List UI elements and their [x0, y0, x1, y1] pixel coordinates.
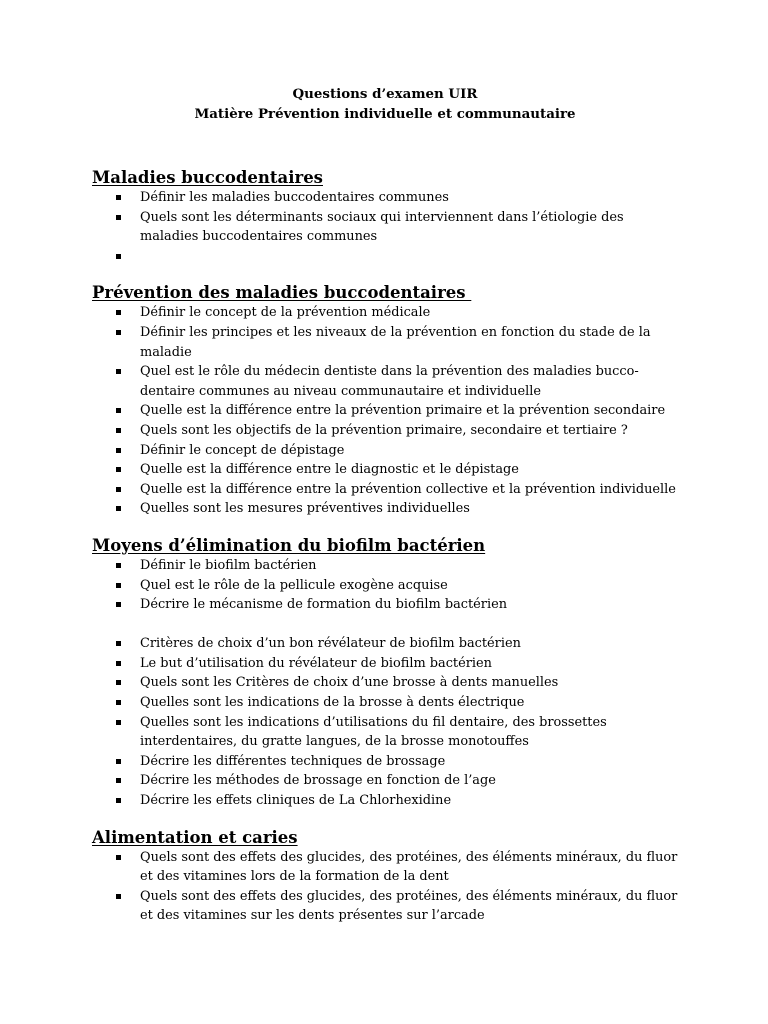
list-item-text: Définir le biofilm bactérien	[140, 557, 317, 573]
list-item	[92, 556, 708, 576]
list-item-text: Décrire les méthodes de brossage en fonction de l’age	[140, 773, 496, 789]
list-item	[92, 887, 708, 926]
section-heading: Maladies buccodentaires	[92, 168, 323, 187]
list-item-text: Quels sont des effets des glucides, des protéines, des éléments minéraux, du fluor	[140, 888, 678, 904]
section	[92, 828, 708, 926]
list-item	[92, 401, 708, 421]
section	[92, 168, 708, 266]
list-item-text: maladie	[140, 344, 192, 360]
list-item-text: Définir le concept de la prévention médicale	[140, 305, 431, 321]
list-item	[92, 634, 708, 654]
list-item	[92, 791, 708, 811]
section-heading: Prévention des maladies buccodentaires	[92, 283, 472, 303]
list-item	[92, 848, 708, 887]
bullet-list	[92, 848, 708, 926]
bullet-list	[92, 188, 708, 266]
list-item-text: Quelles sont les mesures préventives individuelles	[140, 501, 470, 517]
list-item-text: Quels sont les déterminants sociaux qui interviennent dans l’étiologie des	[140, 209, 624, 225]
bullet-list	[92, 634, 708, 810]
list-item	[92, 421, 708, 441]
square-bullet-icon	[116, 428, 121, 433]
list-item-text: Définir les principes et les niveaux de la prévention en fonction du stade de la	[140, 324, 651, 340]
list-item-text: Quelles sont les indications d’utilisations du fil dentaire, des brossettes	[140, 714, 607, 730]
list-item	[92, 362, 708, 401]
list-item	[92, 303, 708, 323]
list-item	[92, 693, 708, 713]
square-bullet-icon	[116, 310, 121, 315]
sections-container	[92, 168, 708, 926]
square-bullet-icon	[116, 720, 121, 725]
square-bullet-icon	[116, 215, 121, 220]
list-item-text: Quel est le rôle de la pellicule exogène acquise	[140, 577, 448, 593]
square-bullet-icon	[116, 487, 121, 492]
list-item	[92, 673, 708, 693]
square-bullet-icon	[116, 506, 121, 511]
list-item	[92, 771, 708, 791]
list-item-text: Quels sont les Critères de choix d’une brosse à dents manuelles	[140, 675, 559, 691]
square-bullet-icon	[116, 467, 121, 472]
list-item-text: et des vitamines lors de la formation de la dent	[140, 869, 449, 885]
list-item-text: Quels sont des effets des glucides, des protéines, des éléments minéraux, du fluor	[140, 849, 678, 865]
list-item-text: Décrire les différentes techniques de brossage	[140, 753, 446, 769]
list-item	[92, 460, 708, 480]
list-item-text: Quelle est la différence entre le diagnostic et le dépistage	[140, 462, 519, 478]
square-bullet-icon	[116, 661, 121, 666]
list-item-text: Définir le concept de dépistage	[140, 442, 345, 458]
square-bullet-icon	[116, 855, 121, 860]
document-title	[62, 84, 708, 124]
list-item-text: Le but d’utilisation du révélateur de biofilm bactérien	[140, 655, 492, 671]
list-item	[92, 480, 708, 500]
list-item	[92, 576, 708, 596]
list-item-text: dentaire communes au niveau communautaire et individuelle	[140, 383, 542, 399]
list-item-text: Quel est le rôle du médecin dentiste dans la prévention des maladies bucco-	[140, 364, 639, 380]
list-item-text: Quelles sont les indications de la brosse à dents électrique	[140, 695, 525, 711]
square-bullet-icon	[116, 641, 121, 646]
list-item	[92, 208, 708, 247]
list-item-text: et des vitamines sur les dents présentes sur l’arcade	[140, 908, 485, 924]
square-bullet-icon	[116, 369, 121, 374]
square-bullet-icon	[116, 759, 121, 764]
square-bullet-icon	[116, 798, 121, 803]
list-item-text: Décrire le mécanisme de formation du biofilm bactérien	[140, 597, 508, 613]
square-bullet-icon	[116, 195, 121, 200]
list-item-text: Quels sont les objectifs de la prévention primaire, secondaire et tertiaire ?	[140, 422, 628, 438]
square-bullet-icon	[116, 330, 121, 335]
list-item-text: Critères de choix d’un bon révélateur de biofilm bactérien	[140, 636, 521, 652]
square-bullet-icon	[116, 602, 121, 607]
square-bullet-icon	[116, 448, 121, 453]
bullet-list	[92, 303, 708, 519]
square-bullet-icon	[116, 254, 121, 259]
list-item-text: maladies buccodentaires communes	[140, 229, 378, 245]
bullet-list	[92, 556, 708, 615]
list-item	[92, 713, 708, 752]
square-bullet-icon	[116, 563, 121, 568]
square-bullet-icon	[116, 894, 121, 899]
list-item-text: Définir les maladies buccodentaires communes	[140, 190, 449, 205]
list-item	[92, 323, 708, 362]
list-item	[92, 247, 708, 267]
list-item-text: Quelle est la différence entre la prévention collective et la prévention individuelle	[140, 481, 676, 497]
section-heading: Alimentation et caries	[92, 827, 298, 847]
square-bullet-icon	[116, 680, 121, 685]
list-item-text: Quelle est la différence entre la prévention primaire et la prévention secondaire	[140, 403, 666, 419]
spacer	[92, 615, 708, 635]
title-line-1: Questions d’examen UIR	[292, 86, 478, 102]
square-bullet-icon	[116, 408, 121, 413]
list-item	[92, 188, 708, 208]
square-bullet-icon	[116, 778, 121, 783]
list-item	[92, 654, 708, 674]
list-item	[92, 499, 708, 519]
list-item	[92, 752, 708, 772]
square-bullet-icon	[116, 700, 121, 705]
square-bullet-icon	[116, 583, 121, 588]
title-line-2: Matière Prévention individuelle et communautaire	[194, 106, 576, 122]
section	[92, 283, 708, 519]
section-heading: Moyens d’élimination du biofilm bactérien	[92, 535, 486, 555]
list-item	[92, 441, 708, 461]
list-item-text	[140, 247, 708, 267]
list-item-text: interdentaires, du gratte langues, de la brosse monotouffes	[140, 734, 529, 750]
list-item	[92, 595, 708, 615]
section	[92, 536, 708, 811]
list-item-text: Décrire les effets cliniques de La Chlorhexidine	[140, 793, 452, 809]
